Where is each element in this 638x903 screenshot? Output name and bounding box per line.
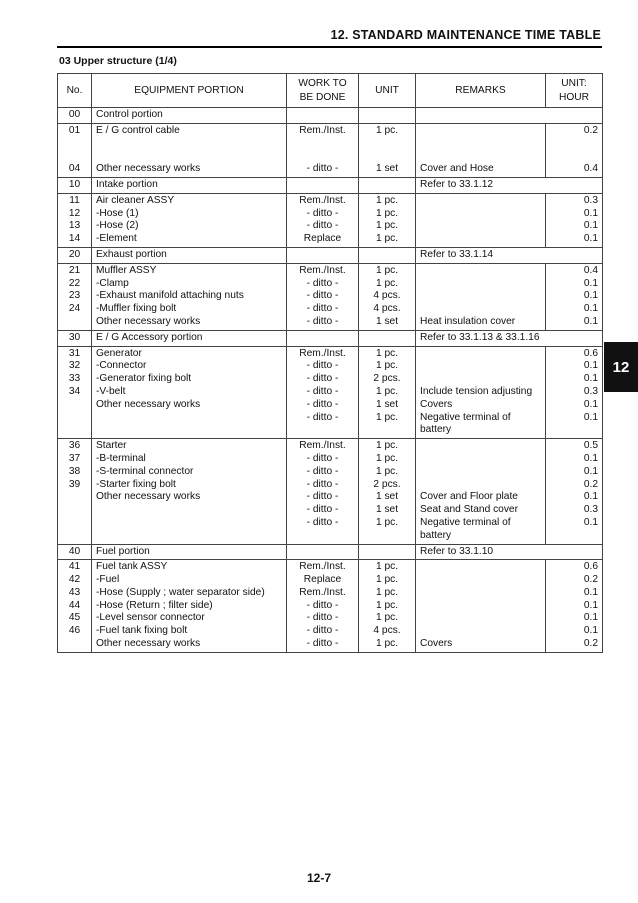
cell-hour-line: 0.1 — [583, 207, 598, 219]
cell-hour-line: 0.6 — [583, 561, 598, 573]
cell-work — [287, 193, 359, 247]
cell-equipment-line: -Generator fixing bolt — [96, 373, 192, 385]
cell-unit — [359, 123, 416, 177]
cell-remarks-line — [420, 574, 541, 587]
cell-no-line: 39 — [68, 478, 81, 490]
section-title: 03 Upper structure (1/4) — [59, 55, 177, 67]
col-header-hour-line1: UNIT: — [561, 77, 587, 89]
cell-unit-line: 1 pc. — [375, 207, 399, 219]
cell-work-line: - ditto - — [306, 612, 339, 624]
cell-equipment-line: -Element — [96, 233, 137, 245]
cell-work-line: Rem./Inst. — [299, 264, 346, 276]
cell-hour-line: 0.4 — [583, 163, 598, 175]
cell-equipment-line: Other necessary works — [96, 398, 201, 410]
cell-no-line: 36 — [68, 440, 81, 452]
header-rule — [57, 46, 602, 48]
cell-remarks — [416, 330, 603, 346]
cell-remarks-line — [420, 479, 541, 492]
cell-hour — [546, 439, 603, 544]
cell-equipment — [92, 560, 287, 653]
cell-equipment — [92, 247, 287, 263]
cell-work-line: Rem./Inst. — [299, 347, 346, 359]
cell-work — [287, 346, 359, 439]
col-header-no: No. — [58, 74, 92, 108]
cell-equipment-line: Other necessary works — [96, 491, 201, 503]
cell-work-line: - ditto - — [306, 625, 339, 637]
cell-equipment-line: Other necessary works — [96, 638, 201, 650]
cell-remarks — [416, 263, 546, 330]
cell-work-line — [291, 138, 354, 151]
cell-no-line: 43 — [68, 586, 81, 598]
cell-work-line: - ditto - — [306, 504, 339, 516]
cell-remarks — [416, 346, 546, 439]
cell-hour-line: 0.1 — [583, 586, 598, 598]
cell-unit — [359, 263, 416, 330]
cell-hour-line: 0.1 — [583, 452, 598, 464]
col-header-work-line1: WORK TO — [298, 77, 347, 89]
cell-equipment-line: -S-terminal connector — [96, 465, 194, 477]
cell-remarks-line: battery — [420, 424, 452, 436]
table-row — [58, 330, 603, 346]
cell-equipment — [92, 330, 287, 346]
cell-hour-line: 0.1 — [583, 491, 598, 503]
cell-no-line: 12 — [68, 207, 81, 219]
table-row — [58, 123, 603, 177]
table-row — [58, 263, 603, 330]
cell-no-line: 31 — [68, 347, 81, 359]
cell-remarks — [416, 544, 603, 560]
cell-hour-line: 0.1 — [583, 315, 598, 327]
cell-work-line: Rem./Inst. — [299, 440, 346, 452]
cell-equipment — [92, 193, 287, 247]
table-row — [58, 544, 603, 560]
cell-no-line — [62, 138, 87, 151]
cell-equipment-line: Starter — [96, 440, 127, 452]
cell-remarks-line — [420, 625, 541, 638]
col-header-equipment: EQUIPMENT PORTION — [92, 74, 287, 108]
cell-unit-line: 1 pc. — [375, 586, 399, 598]
cell-equipment — [92, 177, 287, 193]
cell-work-line: - ditto - — [306, 163, 339, 175]
cell-no-line: 13 — [68, 220, 81, 232]
page-header-title: 12. STANDARD MAINTENANCE TIME TABLE — [330, 28, 601, 42]
cell-work-line: - ditto - — [306, 303, 339, 315]
col-header-unit: UNIT — [359, 74, 416, 108]
cell-unit-line: 1 pc. — [375, 220, 399, 232]
cell-hour-line: 0.2 — [583, 124, 598, 136]
cell-equipment-line: -Hose (Return ; filter side) — [96, 599, 213, 611]
cell-unit-line: 1 pc. — [375, 638, 399, 650]
cell-work-line: - ditto - — [306, 638, 339, 650]
col-header-hour — [546, 74, 603, 108]
cell-unit-line: 1 pc. — [375, 360, 399, 372]
cell-remarks-line: Refer to 33.1.10 — [420, 545, 494, 557]
cell-remarks-line — [420, 373, 541, 386]
cell-equipment-line: -Starter fixing bolt — [96, 478, 176, 490]
cell-unit-line: 1 pc. — [375, 411, 399, 423]
cell-remarks — [416, 560, 546, 653]
cell-work — [287, 247, 359, 263]
cell-unit-line: 1 pc. — [375, 452, 399, 464]
cell-remarks-line: Include tension adjusting — [420, 385, 533, 397]
cell-hour-line — [550, 138, 598, 151]
table-header-row — [58, 74, 603, 108]
cell-work-line: - ditto - — [306, 277, 339, 289]
cell-no-line: 23 — [68, 290, 81, 302]
table-row — [58, 560, 603, 653]
cell-work-line: - ditto - — [306, 478, 339, 490]
cell-work-line: - ditto - — [306, 516, 339, 528]
cell-no-line: 38 — [68, 465, 81, 477]
cell-no-line: 33 — [68, 373, 81, 385]
cell-equipment-line: -Connector — [96, 360, 147, 372]
cell-no — [58, 330, 92, 346]
cell-work — [287, 177, 359, 193]
cell-hour-line: 0.1 — [583, 360, 598, 372]
table-row — [58, 439, 603, 544]
cell-equipment-line: Control portion — [96, 109, 163, 120]
cell-unit — [359, 346, 416, 439]
cell-unit-line: 2 pcs. — [373, 373, 401, 385]
cell-remarks-line — [420, 600, 541, 613]
cell-unit-line: 1 pc. — [375, 385, 399, 397]
cell-no-line: 44 — [68, 599, 81, 611]
cell-remarks-line: Refer to 33.1.14 — [420, 248, 494, 260]
cell-remarks-line — [420, 303, 541, 316]
cell-unit-line: 1 pc. — [375, 233, 399, 245]
cell-hour — [546, 123, 603, 177]
col-header-remarks: REMARKS — [416, 74, 546, 108]
cell-remarks-line: Refer to 33.1.12 — [420, 178, 494, 190]
table-row — [58, 247, 603, 263]
cell-no — [58, 123, 92, 177]
cell-hour-line: 0.4 — [583, 264, 598, 276]
cell-equipment-line: Fuel portion — [96, 545, 150, 557]
cell-remarks-line: Heat insulation cover — [420, 315, 516, 327]
cell-equipment — [92, 108, 287, 124]
cell-equipment — [92, 346, 287, 439]
cell-unit-line: 1 pc. — [375, 440, 399, 452]
cell-hour-line: 0.1 — [583, 373, 598, 385]
cell-no-line: 01 — [68, 124, 81, 136]
cell-work-line: - ditto - — [306, 491, 339, 503]
cell-no-line: 04 — [68, 163, 81, 175]
cell-equipment-line: -Clamp — [96, 277, 129, 289]
cell-unit — [359, 330, 416, 346]
cell-no-line: 37 — [68, 452, 81, 464]
cell-work — [287, 544, 359, 560]
cell-hour-line: 0.3 — [583, 194, 598, 206]
cell-work-line: Rem./Inst. — [299, 586, 346, 598]
cell-remarks — [416, 177, 603, 193]
cell-no-line: 24 — [68, 303, 81, 315]
cell-unit — [359, 544, 416, 560]
cell-no-line: 11 — [69, 194, 80, 206]
cell-unit-line: 4 pcs. — [373, 303, 401, 315]
cell-work-line: - ditto - — [306, 207, 339, 219]
cell-no-line: 30 — [68, 331, 81, 343]
cell-work — [287, 439, 359, 544]
cell-remarks-line — [420, 125, 541, 138]
cell-unit — [359, 439, 416, 544]
cell-unit-line: 1 pc. — [375, 194, 399, 206]
cell-unit-line: 1 pc. — [375, 516, 399, 528]
cell-equipment-line: -B-terminal — [96, 452, 146, 464]
cell-hour-line: 0.1 — [583, 612, 598, 624]
cell-remarks-line — [420, 278, 541, 291]
cell-work-line — [291, 150, 354, 163]
cell-remarks-line — [420, 440, 541, 453]
cell-remarks-line — [420, 453, 541, 466]
cell-no — [58, 544, 92, 560]
cell-work-line: - ditto - — [306, 315, 339, 327]
cell-work — [287, 123, 359, 177]
cell-remarks-line — [420, 466, 541, 479]
cell-equipment-line: -Level sensor connector — [96, 612, 205, 624]
cell-work-line: - ditto - — [306, 411, 339, 423]
cell-no-line: 42 — [68, 574, 81, 586]
cell-equipment-line — [96, 150, 282, 163]
cell-unit — [359, 177, 416, 193]
cell-hour-line — [550, 150, 598, 163]
cell-hour-line: 0.3 — [583, 504, 598, 516]
cell-work-line: - ditto - — [306, 385, 339, 397]
cell-work-line: Replace — [303, 233, 342, 245]
cell-no — [58, 247, 92, 263]
cell-remarks-line — [420, 561, 541, 574]
cell-unit-line: 1 pc. — [375, 599, 399, 611]
cell-equipment — [92, 263, 287, 330]
cell-hour-line: 0.5 — [583, 440, 598, 452]
cell-no — [58, 108, 92, 124]
cell-unit-line: 1 set — [375, 315, 399, 327]
cell-remarks-line: Negative terminal of — [420, 516, 511, 528]
cell-unit-line — [363, 150, 411, 163]
cell-remarks — [416, 123, 546, 177]
cell-no-line — [62, 150, 87, 163]
cell-hour-line: 0.1 — [583, 625, 598, 637]
table-row — [58, 346, 603, 439]
cell-no — [58, 346, 92, 439]
cell-hour — [546, 560, 603, 653]
cell-no-line: 20 — [68, 248, 81, 260]
cell-unit-line: 1 set — [375, 163, 399, 175]
cell-hour-line: 0.1 — [583, 398, 598, 410]
cell-no-line: 10 — [68, 178, 81, 190]
cell-equipment-line — [96, 138, 282, 151]
cell-equipment-line: -Muffler fixing bolt — [96, 303, 177, 315]
cell-no-line: 34 — [68, 385, 81, 397]
table-body — [58, 108, 603, 653]
cell-unit-line — [363, 138, 411, 151]
cell-no-line: 21 — [68, 264, 81, 276]
cell-equipment-line: E / G control cable — [96, 124, 180, 136]
cell-hour-line: 0.1 — [583, 290, 598, 302]
cell-hour-line: 0.1 — [583, 303, 598, 315]
cell-work-line: Replace — [303, 574, 342, 586]
cell-equipment-line: -Exhaust manifold attaching nuts — [96, 290, 244, 302]
cell-remarks-line: Negative terminal of — [420, 411, 511, 423]
cell-hour-line: 0.1 — [583, 277, 598, 289]
page-number: 12-7 — [306, 871, 332, 885]
cell-remarks-line: battery — [420, 529, 452, 541]
cell-unit-line: 1 pc. — [375, 574, 399, 586]
cell-equipment-line: -Fuel — [96, 574, 120, 586]
cell-hour-line: 0.1 — [583, 599, 598, 611]
table-row — [58, 193, 603, 247]
cell-equipment-line: -Hose (2) — [96, 220, 139, 232]
cell-no — [58, 177, 92, 193]
cell-remarks-line — [420, 360, 541, 373]
table-row — [58, 108, 603, 124]
cell-no-line: 46 — [68, 625, 81, 637]
col-header-work-line2: BE DONE — [299, 91, 346, 103]
cell-unit-line: 1 pc. — [375, 465, 399, 477]
cell-unit-line: 1 pc. — [375, 264, 399, 276]
col-header-hour-line2: HOUR — [559, 91, 589, 103]
cell-hour-line: 0.1 — [583, 516, 598, 528]
cell-remarks-line: Covers — [420, 398, 453, 410]
cell-equipment-line: E / G Accessory portion — [96, 331, 203, 343]
col-header-work — [287, 74, 359, 108]
cell-unit-line: 4 pcs. — [373, 290, 401, 302]
cell-hour-line: 0.1 — [583, 465, 598, 477]
cell-equipment-line: -V-belt — [96, 385, 126, 397]
cell-remarks-line — [420, 348, 541, 361]
cell-remarks-line — [420, 587, 541, 600]
cell-equipment-line: -Fuel tank fixing bolt — [96, 625, 188, 637]
table-row — [58, 177, 603, 193]
cell-work-line: - ditto - — [306, 452, 339, 464]
cell-equipment-line: Exhaust portion — [96, 248, 167, 260]
cell-hour — [546, 193, 603, 247]
cell-remarks-line: Cover and Floor plate — [420, 491, 518, 503]
cell-equipment-line: Fuel tank ASSY — [96, 561, 168, 573]
cell-hour-line: 0.2 — [583, 574, 598, 586]
cell-hour-line: 0.3 — [583, 385, 598, 397]
cell-no — [58, 193, 92, 247]
cell-equipment — [92, 123, 287, 177]
cell-no-line: 14 — [68, 233, 81, 245]
cell-no-line: 32 — [68, 360, 81, 372]
cell-work-line: Rem./Inst. — [299, 561, 346, 573]
cell-hour-line: 0.1 — [583, 233, 598, 245]
cell-no — [58, 439, 92, 544]
cell-remarks — [416, 108, 603, 124]
cell-unit — [359, 193, 416, 247]
cell-work-line: - ditto - — [306, 373, 339, 385]
cell-work-line: - ditto - — [306, 360, 339, 372]
cell-unit-line: 1 pc. — [375, 612, 399, 624]
cell-remarks-line — [420, 150, 541, 163]
cell-unit-line: 2 pcs. — [373, 478, 401, 490]
cell-work — [287, 263, 359, 330]
cell-hour — [546, 263, 603, 330]
cell-work — [287, 108, 359, 124]
cell-hour-line: 0.1 — [583, 220, 598, 232]
cell-unit-line: 4 pcs. — [373, 625, 401, 637]
cell-unit-line: 1 pc. — [375, 277, 399, 289]
cell-no — [58, 560, 92, 653]
cell-equipment-line: Intake portion — [96, 178, 158, 190]
cell-remarks-line: Cover and Hose — [420, 163, 494, 175]
cell-no-line: 45 — [68, 612, 81, 624]
cell-work-line: Rem./Inst. — [299, 124, 346, 136]
cell-work — [287, 560, 359, 653]
cell-unit — [359, 108, 416, 124]
cell-work-line: Rem./Inst. — [299, 194, 346, 206]
cell-unit-line: 1 pc. — [375, 347, 399, 359]
cell-equipment-line: Air cleaner ASSY — [96, 194, 175, 206]
cell-unit-line: 1 pc. — [375, 561, 399, 573]
cell-work-line: - ditto - — [306, 220, 339, 232]
cell-remarks-line: Covers — [420, 638, 453, 650]
cell-work-line: - ditto - — [306, 290, 339, 302]
cell-unit — [359, 560, 416, 653]
cell-equipment — [92, 544, 287, 560]
cell-hour — [546, 346, 603, 439]
cell-equipment-line: Other necessary works — [96, 315, 201, 327]
cell-work-line: - ditto - — [306, 465, 339, 477]
cell-remarks — [416, 247, 603, 263]
cell-hour-line: 0.6 — [583, 347, 598, 359]
cell-hour-line: 0.2 — [583, 478, 598, 490]
cell-no — [58, 263, 92, 330]
cell-unit-line: 1 set — [375, 491, 399, 503]
cell-hour-line: 0.1 — [583, 411, 598, 423]
cell-remarks — [416, 439, 546, 544]
cell-equipment-line: -Hose (1) — [96, 207, 139, 219]
cell-equipment-line: Other necessary works — [96, 163, 201, 175]
cell-remarks-line: Seat and Stand cover — [420, 504, 518, 516]
cell-no-line: 41 — [68, 561, 81, 573]
cell-remarks-line — [420, 265, 541, 278]
cell-unit-line: 1 pc. — [375, 124, 399, 136]
cell-equipment — [92, 439, 287, 544]
maintenance-time-table — [57, 73, 603, 653]
cell-remarks — [416, 193, 546, 247]
chapter-tab-marker: 12 — [604, 342, 638, 392]
cell-remarks-line: Refer to 33.1.13 & 33.1.16 — [420, 331, 540, 343]
cell-no-line: 22 — [68, 277, 81, 289]
cell-work-line: - ditto - — [306, 599, 339, 611]
cell-remarks-line — [420, 138, 541, 151]
cell-equipment-line: Muffler ASSY — [96, 264, 157, 276]
cell-remarks-line — [420, 612, 541, 625]
cell-equipment-line: -Hose (Supply ; water separator side) — [96, 586, 265, 598]
cell-work — [287, 330, 359, 346]
cell-unit-line: 1 set — [375, 504, 399, 516]
cell-hour-line: 0.2 — [583, 638, 598, 650]
cell-unit-line: 1 set — [375, 398, 399, 410]
cell-unit — [359, 247, 416, 263]
cell-work-line: - ditto - — [306, 398, 339, 410]
cell-no-line: 00 — [68, 109, 81, 120]
cell-no-line: 40 — [68, 545, 81, 557]
cell-equipment-line: Generator — [96, 347, 142, 359]
cell-remarks-line — [420, 290, 541, 303]
